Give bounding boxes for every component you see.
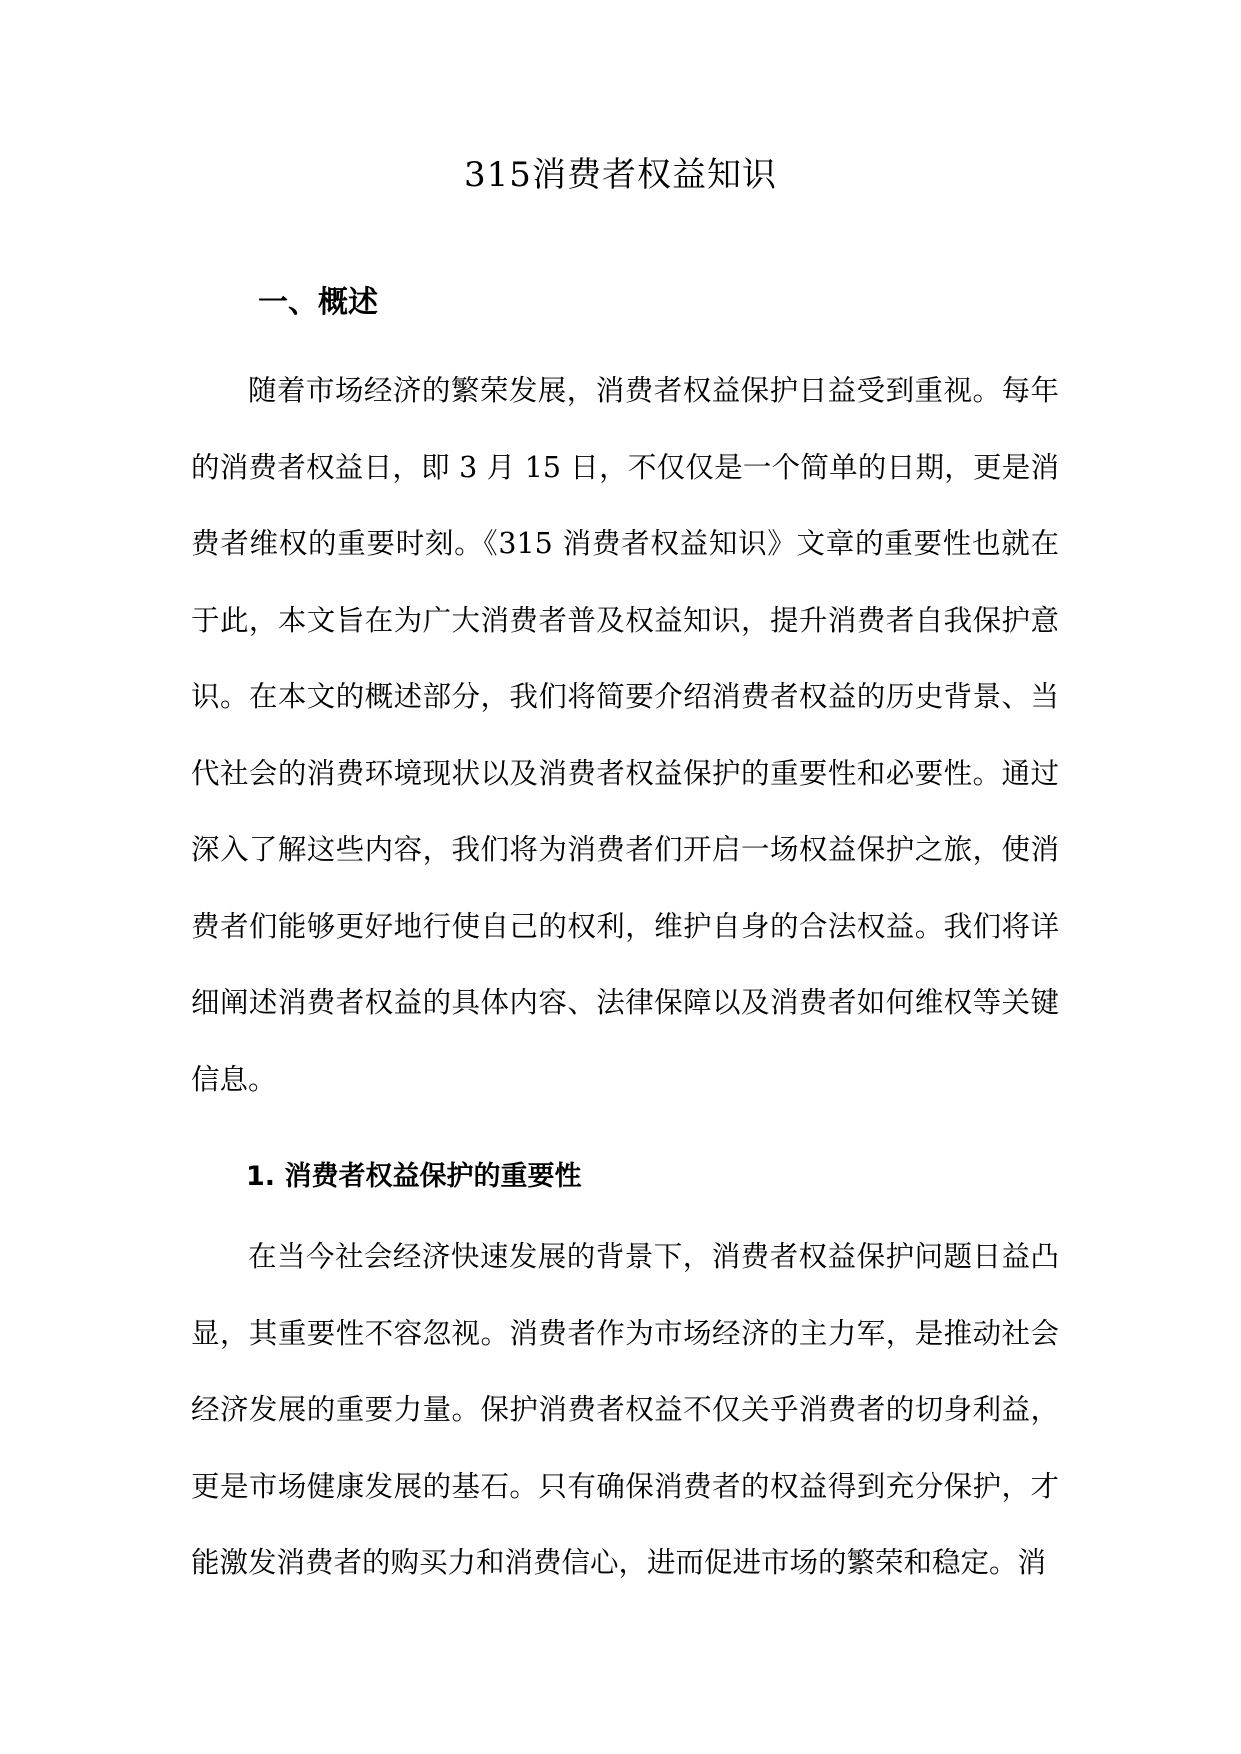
overview-paragraph: 随着市场经济的繁荣发展，消费者权益保护日益受到重视。每年的消费者权益日，即 3 月 15 日，不仅仅是一个简单的日期，更是消费者维权的重要时刻。《315 消费者权益知识》文章的重要性也就在于此，本文旨在为广大消费者普及权益知识，提升消费者自我保护意识。在本文的概述部分，我们将简要介绍消费者权益的历史背景、当代社会的消费环境现状以及消费者权益保护的重要性和必要性。通过深入了解这些内容，我们将为消费者们开启一场权益保护之旅，使消费者们能够更好地行使自己的权利，维护自身的合法权益。我们将详细阐述消费者权益的具体内容、法律保障以及消费者如何维权等关键信息。 <box>191 374 1059 1096</box>
subsection-heading-importance: 1. 消费者权益保护的重要性 <box>246 1161 582 1192</box>
importance-paragraph: 在当今社会经济快速发展的背景下，消费者权益保护问题日益凸显，其重要性不容忽视。消费者作为市场经济的主力军，是推动社会经济发展的重要力量。保护消费者权益不仅关乎消费者的切身利益，更是市场健康发展的基石。只有确保消费者的权益得到充分保护，才能激发消费者的购买力和消费信心，进而促进市场的繁荣和稳定。消 <box>191 1240 1059 1579</box>
document-title: 315消费者权益知识 <box>464 155 777 195</box>
section-heading-overview: 一、概述 <box>258 285 378 320</box>
